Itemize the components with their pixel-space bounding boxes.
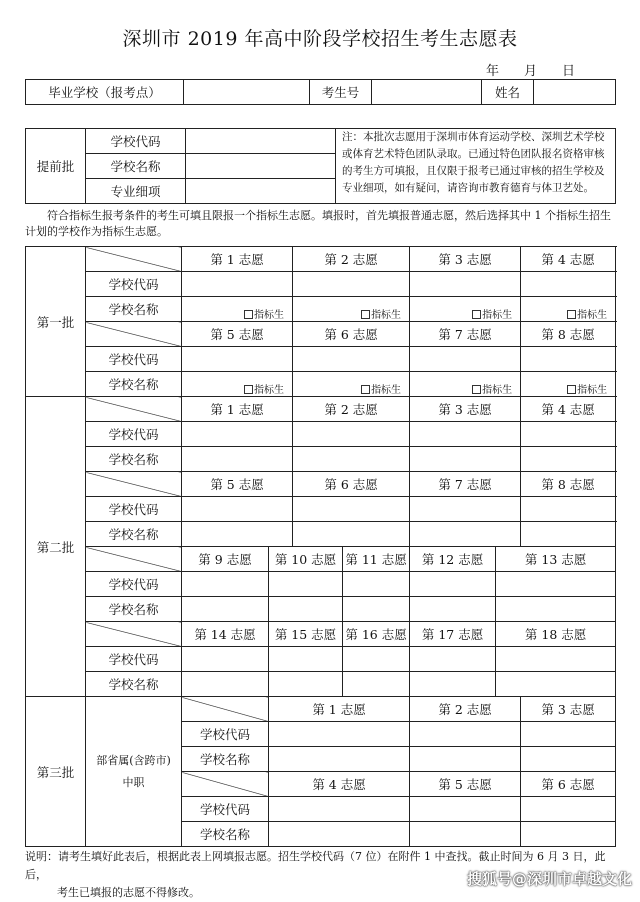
b1-name-1[interactable] xyxy=(182,297,293,322)
b2-code-11[interactable] xyxy=(343,572,410,597)
early-code-field[interactable] xyxy=(186,129,336,154)
wish-table xyxy=(25,246,616,847)
b3-wish-2: 第 2 志愿 xyxy=(410,697,521,722)
quota-label: 指标生 xyxy=(482,310,513,321)
b1-code-3[interactable] xyxy=(410,272,521,297)
b1-code-8[interactable] xyxy=(521,347,616,372)
exam-no-field[interactable] xyxy=(372,80,482,105)
b1-name-4[interactable] xyxy=(521,297,616,322)
b2-code-3[interactable] xyxy=(410,422,521,447)
batch1-corner-2 xyxy=(86,322,182,347)
b1-name-7[interactable] xyxy=(410,372,521,397)
quota-label: 指标生 xyxy=(371,385,402,396)
b1-wish-7: 第 7 志愿 xyxy=(410,322,521,347)
b1-wish-2: 第 2 志愿 xyxy=(293,247,410,272)
early-code-label: 学校代码 xyxy=(86,129,186,154)
b2-code-16[interactable] xyxy=(343,647,410,672)
b2-wish-16: 第 16 志愿 xyxy=(343,622,410,647)
checkbox[interactable] xyxy=(472,310,481,319)
b3-wish-4: 第 4 志愿 xyxy=(269,772,410,797)
b1-wish-1: 第 1 志愿 xyxy=(182,247,293,272)
checkbox[interactable] xyxy=(361,310,370,319)
b2-code-15[interactable] xyxy=(269,647,343,672)
b2-name-18[interactable] xyxy=(496,672,616,697)
page-title: 深圳市 2019 年高中阶段学校招生考生志愿表 xyxy=(122,28,518,50)
b2-name-13[interactable] xyxy=(496,597,616,622)
b2-wish-12: 第 12 志愿 xyxy=(410,547,496,572)
b2-code-8[interactable] xyxy=(521,497,616,522)
quota-label: 指标生 xyxy=(577,310,608,321)
b2-name-7[interactable] xyxy=(410,522,521,547)
b3-name-1[interactable] xyxy=(269,747,410,772)
b2-code-5[interactable] xyxy=(182,497,293,522)
b2-wish-18: 第 18 志愿 xyxy=(496,622,616,647)
date-day: 日 xyxy=(562,64,576,79)
early-name-label: 学校名称 xyxy=(86,154,186,179)
batch2-corner-4 xyxy=(86,622,182,647)
b2-wish-4: 第 4 志愿 xyxy=(521,397,616,422)
batch2-corner xyxy=(86,397,182,422)
b3-code-4[interactable] xyxy=(269,797,410,822)
b3-name-2[interactable] xyxy=(410,747,521,772)
b2-name-label-3: 学校名称 xyxy=(86,597,182,622)
b2-wish-15: 第 15 志愿 xyxy=(269,622,343,647)
b2-code-2[interactable] xyxy=(293,422,410,447)
quota-label: 指标生 xyxy=(254,310,285,321)
school-label: 毕业学校（报考点） xyxy=(26,80,184,105)
b3-name-5[interactable] xyxy=(410,822,521,847)
b1-wish-6: 第 6 志愿 xyxy=(293,322,410,347)
b3-wish-1: 第 1 志愿 xyxy=(269,697,410,722)
b2-code-17[interactable] xyxy=(410,647,496,672)
b2-wish-17: 第 17 志愿 xyxy=(410,622,496,647)
b3-name-3[interactable] xyxy=(521,747,616,772)
b2-wish-1: 第 1 志愿 xyxy=(182,397,293,422)
b2-code-9[interactable] xyxy=(182,572,269,597)
b2-wish-10: 第 10 志愿 xyxy=(269,547,343,572)
b2-name-11[interactable] xyxy=(343,597,410,622)
b3-wish-6: 第 6 志愿 xyxy=(521,772,616,797)
b1-wish-8: 第 8 志愿 xyxy=(521,322,616,347)
b2-code-12[interactable] xyxy=(410,572,496,597)
batch3-label: 第三批 xyxy=(26,697,86,847)
quota-label: 指标生 xyxy=(254,385,285,396)
name-label: 姓名 xyxy=(482,80,534,105)
footer-line-1: 说明：请考生填好此表后，根据此表上网填报志愿。招生学校代码（7 位）在附件 1 中查找。截止时间为 6 月 3 日，此后， xyxy=(25,850,606,881)
batch3-corner-2 xyxy=(182,772,269,797)
b2-name-14[interactable] xyxy=(182,672,269,697)
b1-name-6[interactable] xyxy=(293,372,410,397)
early-batch-table xyxy=(25,128,616,204)
b1-wish-4: 第 4 志愿 xyxy=(521,247,616,272)
name-field[interactable] xyxy=(534,80,616,105)
quota-label: 指标生 xyxy=(371,310,402,321)
b2-code-10[interactable] xyxy=(269,572,343,597)
b2-name-15[interactable] xyxy=(269,672,343,697)
early-name-field[interactable] xyxy=(186,154,336,179)
b2-code-label: 学校代码 xyxy=(86,422,182,447)
b3-name-6[interactable] xyxy=(521,822,616,847)
b3-wish-5: 第 5 志愿 xyxy=(410,772,521,797)
checkbox[interactable] xyxy=(567,310,576,319)
date-month: 月 xyxy=(524,64,538,79)
b2-wish-2: 第 2 志愿 xyxy=(293,397,410,422)
batch1-corner xyxy=(86,247,182,272)
batch2-label: 第二批 xyxy=(26,397,86,697)
b1-name-label: 学校名称 xyxy=(86,297,182,322)
b1-name-5[interactable] xyxy=(182,372,293,397)
b2-name-3[interactable] xyxy=(410,447,521,472)
b1-code-5[interactable] xyxy=(182,347,293,372)
b2-name-8[interactable] xyxy=(521,522,616,547)
b1-wish-3: 第 3 志愿 xyxy=(410,247,521,272)
batch3-sub-label-2: 中职 xyxy=(122,775,145,789)
b2-wish-13: 第 13 志愿 xyxy=(496,547,616,572)
b3-code-1[interactable] xyxy=(269,722,410,747)
early-major-label: 专业细项 xyxy=(86,179,186,204)
checkbox[interactable] xyxy=(244,385,253,394)
b1-code-1[interactable] xyxy=(182,272,293,297)
b2-name-label: 学校名称 xyxy=(86,447,182,472)
batch3-sub-label-1: 部省属(含跨市) xyxy=(96,753,171,767)
b1-code-6[interactable] xyxy=(293,347,410,372)
early-batch-label: 提前批 xyxy=(26,129,86,204)
b3-code-3[interactable] xyxy=(521,722,616,747)
b2-wish-7: 第 7 志愿 xyxy=(410,472,521,497)
b3-name-4[interactable] xyxy=(269,822,410,847)
batch2-corner-2 xyxy=(86,472,182,497)
b3-name-label: 学校名称 xyxy=(182,747,269,772)
b1-name-2[interactable] xyxy=(293,297,410,322)
b2-wish-14: 第 14 志愿 xyxy=(182,622,269,647)
footer-line-2: 考生已填报的志愿不得修改。 xyxy=(57,886,200,899)
b2-wish-3: 第 3 志愿 xyxy=(410,397,521,422)
b2-wish-9: 第 9 志愿 xyxy=(182,547,269,572)
b3-code-6[interactable] xyxy=(521,797,616,822)
watermark: 搜狐号@深圳市卓越文化 xyxy=(466,870,632,888)
early-major-field[interactable] xyxy=(186,179,336,204)
checkbox[interactable] xyxy=(567,385,576,394)
b2-code-4[interactable] xyxy=(521,422,616,447)
b1-code-4[interactable] xyxy=(521,272,616,297)
b2-code-1[interactable] xyxy=(182,422,293,447)
b2-name-5[interactable] xyxy=(182,522,293,547)
b2-name-9[interactable] xyxy=(182,597,269,622)
b3-code-5[interactable] xyxy=(410,797,521,822)
b2-code-13[interactable] xyxy=(496,572,616,597)
quota-label: 指标生 xyxy=(482,385,513,396)
b1-code-7[interactable] xyxy=(410,347,521,372)
b2-code-6[interactable] xyxy=(293,497,410,522)
checkbox[interactable] xyxy=(361,385,370,394)
b3-code-label: 学校代码 xyxy=(182,722,269,747)
b2-code-7[interactable] xyxy=(410,497,521,522)
checkbox[interactable] xyxy=(472,385,481,394)
batch3-sub-label xyxy=(86,697,182,847)
exam-no-label: 考生号 xyxy=(310,80,372,105)
quota-label: 指标生 xyxy=(577,385,608,396)
date-year: 年 xyxy=(486,64,500,79)
student-info-table xyxy=(25,79,616,105)
b3-code-label-2: 学校代码 xyxy=(182,797,269,822)
checkbox[interactable] xyxy=(244,310,253,319)
b2-wish-11: 第 11 志愿 xyxy=(343,547,410,572)
batch2-corner-3 xyxy=(86,547,182,572)
b2-wish-8: 第 8 志愿 xyxy=(521,472,616,497)
b2-code-14[interactable] xyxy=(182,647,269,672)
school-field[interactable] xyxy=(184,80,310,105)
b2-wish-5: 第 5 志愿 xyxy=(182,472,293,497)
b2-name-label-2: 学校名称 xyxy=(86,522,182,547)
instruction-text: 符合指标生报考条件的考生可填且限报一个指标生志愿。填报时，首先填报普通志愿，然后选择其中 1 个指标生招生计划的学校作为指标生志愿。 xyxy=(25,209,611,238)
b3-wish-3: 第 3 志愿 xyxy=(521,697,616,722)
early-note: 注：本批次志愿用于深圳市体育运动学校、深圳艺术学校或体育艺术特色团队录取。已通过特色团队报名资格审核的考生方可填报，且仅限于报考已通过审核的招生学校及专业细项，如有疑问，请咨询市教育德育与体卫艺处。 xyxy=(336,129,616,204)
batch1-label: 第一批 xyxy=(26,247,86,397)
b2-name-10[interactable] xyxy=(269,597,343,622)
b1-code-2[interactable] xyxy=(293,272,410,297)
b2-code-label-2: 学校代码 xyxy=(86,497,182,522)
b2-name-12[interactable] xyxy=(410,597,496,622)
b1-name-8[interactable] xyxy=(521,372,616,397)
batch3-corner xyxy=(182,697,269,722)
b2-wish-6: 第 6 志愿 xyxy=(293,472,410,497)
b2-code-label-3: 学校代码 xyxy=(86,572,182,597)
b2-code-label-4: 学校代码 xyxy=(86,647,182,672)
b2-name-17[interactable] xyxy=(410,672,496,697)
b2-name-6[interactable] xyxy=(293,522,410,547)
b1-wish-5: 第 5 志愿 xyxy=(182,322,293,347)
b2-name-4[interactable] xyxy=(521,447,616,472)
b1-name-label-2: 学校名称 xyxy=(86,372,182,397)
b1-code-label-2: 学校代码 xyxy=(86,347,182,372)
b3-code-2[interactable] xyxy=(410,722,521,747)
b2-name-1[interactable] xyxy=(182,447,293,472)
b3-name-label-2: 学校名称 xyxy=(182,822,269,847)
b1-code-label: 学校代码 xyxy=(86,272,182,297)
b1-name-3[interactable] xyxy=(410,297,521,322)
b2-name-label-4: 学校名称 xyxy=(86,672,182,697)
b2-code-18[interactable] xyxy=(496,647,616,672)
b2-name-16[interactable] xyxy=(343,672,410,697)
b2-name-2[interactable] xyxy=(293,447,410,472)
